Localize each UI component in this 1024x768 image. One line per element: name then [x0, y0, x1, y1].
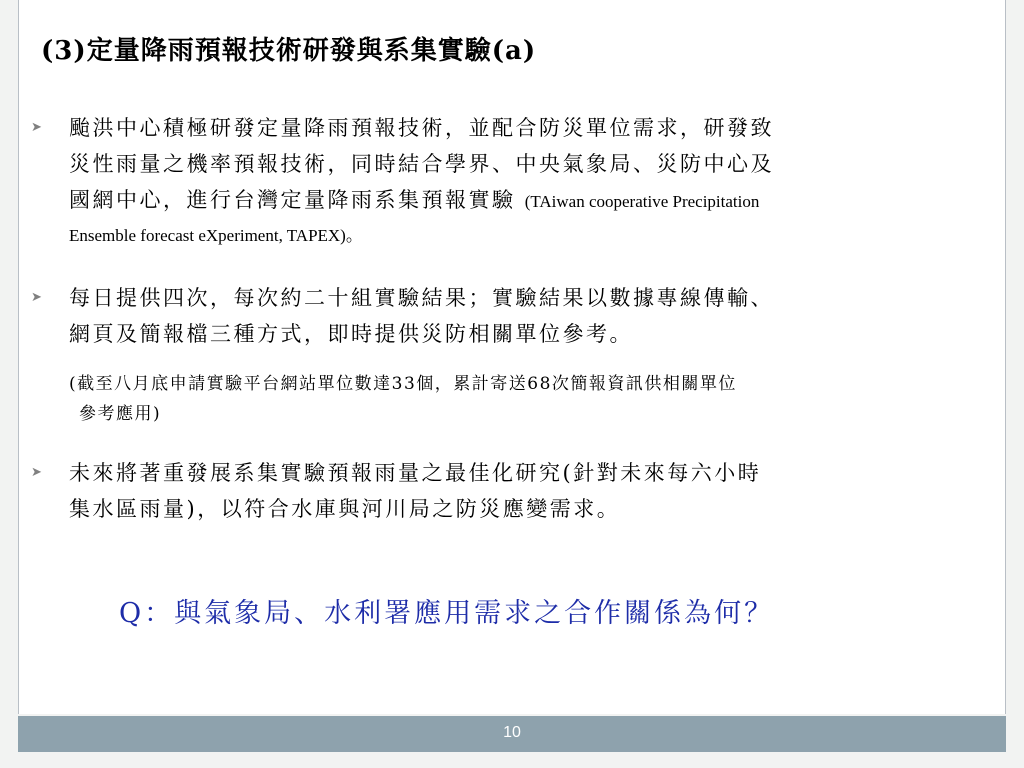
- slide: [18, 0, 1006, 714]
- english-term: (TAiwan cooperative Precipitation: [524, 192, 760, 211]
- note-line: (截至八月底申請實驗平台網站單位數達33個，累計寄送68次簡報資訊供相關單位: [69, 374, 737, 394]
- bullet-note: [69, 369, 1005, 429]
- paragraph-line: 災性雨量之機率預報技術，同時結合學界、中央氣象局、災防中心及: [69, 152, 774, 176]
- paragraph-line: 集水區雨量)，以符合水庫與河川局之防災應變需求。: [69, 497, 621, 521]
- discussion-question: Q：與氣象局、水利署應用需求之合作關係為何？: [119, 598, 775, 629]
- bullet-arrow-icon: ➤: [31, 465, 42, 480]
- bullet-paragraph-3: [69, 455, 1005, 527]
- bullet-paragraph-2: [69, 280, 1005, 352]
- paragraph-line-mixed: [69, 182, 1005, 218]
- bullet-paragraph-1: [69, 110, 1005, 254]
- paragraph-line: 未來將著重發展系集實驗預報雨量之最佳化研究(針對未來每六小時: [69, 461, 762, 485]
- note-line: 參考應用): [79, 404, 162, 424]
- paragraph-line: 網頁及簡報檔三種方式，即時提供災防相關單位參考。: [69, 322, 633, 346]
- english-term-line: Ensemble forecast eXperiment, TAPEX)。: [69, 226, 363, 245]
- paragraph-line: 颱洪中心積極研發定量降雨預報技術，並配合防災單位需求，研發致: [69, 116, 774, 140]
- slide-title: (3)定量降雨預報技術研發與系集實驗(a): [41, 36, 537, 66]
- paragraph-line: 每日提供四次，每次約二十組實驗結果；實驗結果以數據專線傳輸、: [69, 286, 774, 310]
- bullet-arrow-icon: ➤: [31, 120, 42, 135]
- bullet-arrow-icon: ➤: [31, 290, 42, 305]
- footer-bar: [18, 716, 1006, 752]
- paragraph-text: 國網中心，進行台灣定量降雨系集預報實驗: [69, 188, 516, 212]
- page-number: 10: [503, 724, 521, 741]
